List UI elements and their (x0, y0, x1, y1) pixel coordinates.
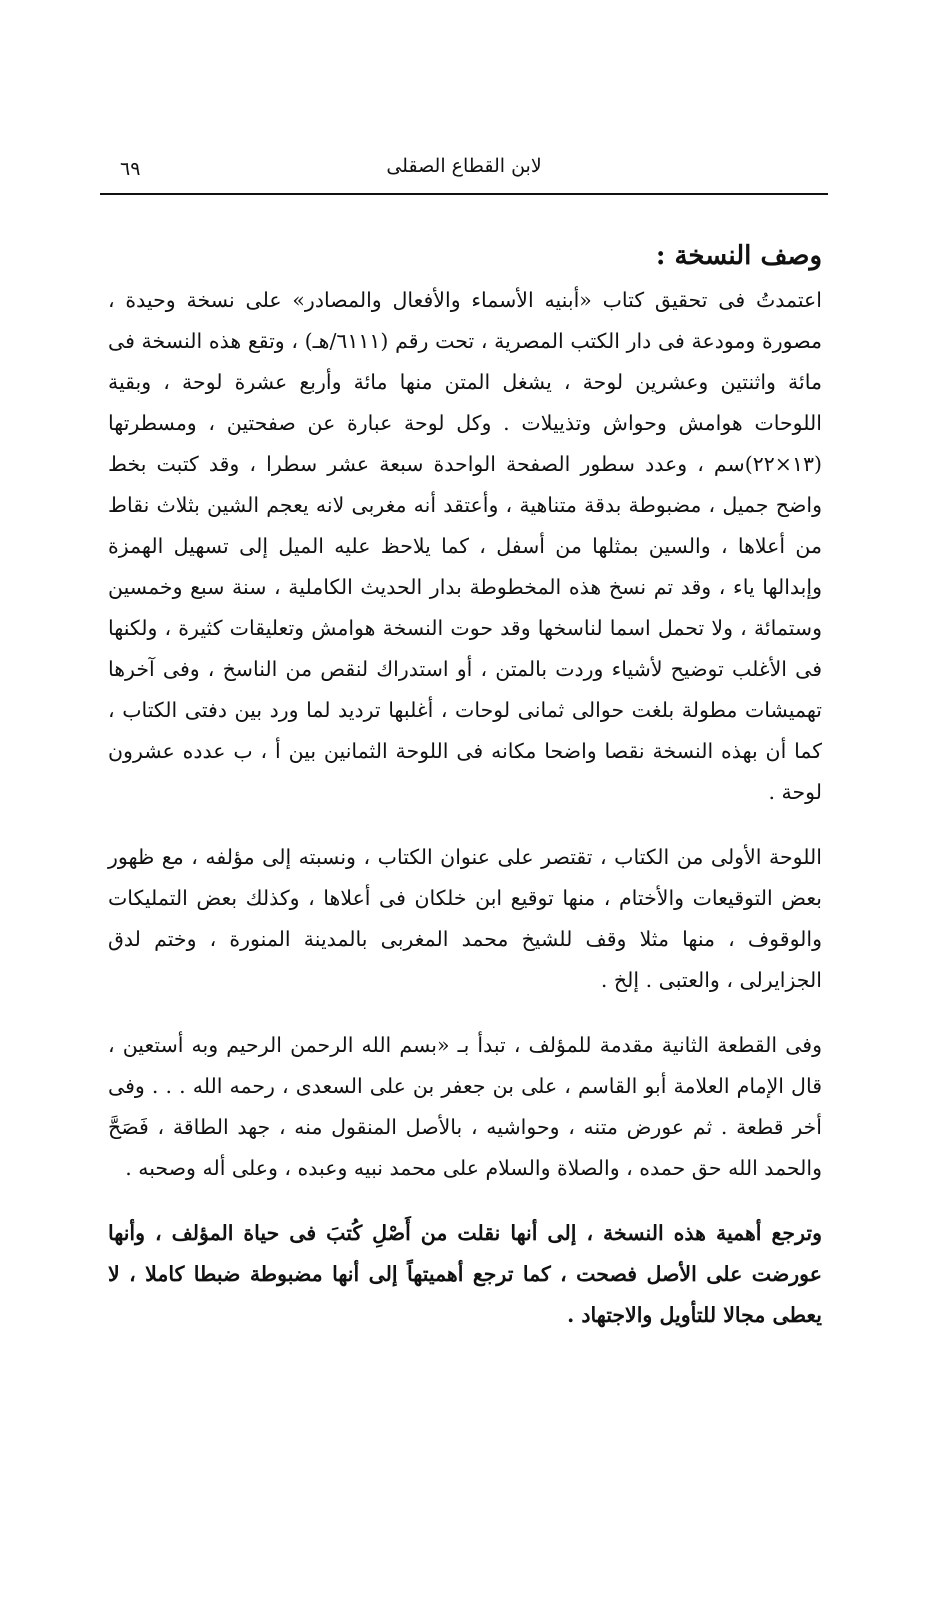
paragraph-introduction (108, 1025, 822, 1189)
paragraph-importance (108, 1213, 822, 1336)
paragraph-text: اللوحة الأولى من الكتاب ، تقتصر على عنوان الكتاب ، ونسبته إلى مؤلفه ، مع ظهور بعض التوقيعات والأختام ، منها توقيع ابن خلكان فى أعلاها ، وكذلك بعض التمليكات والوقوف ، منها مثلا وقف للشيخ محمد المغربى بالمدينة المنورة ، وختم لدق الجزايرلى ، والعتبى . إلخ . (108, 845, 822, 992)
paragraph-description (108, 280, 822, 813)
paragraph-text: وفى القطعة الثانية مقدمة للمؤلف ، تبدأ بـ «بسم الله الرحمن الرحيم وبه أستعين ، قال الإمام العلامة أبو القاسم ، على بن جعفر بن على السعدى ، رحمه الله . . . وفى أخر قطعة . ثم عورض متنه ، وحواشيه ، بالأصل المنقول منه ، جهد الطاقة ، فَصَحَّ والحمد الله حق حمده ، والصلاة والسلام على محمد نبيه وعبده ، وعلى أله وصحبه . (108, 1033, 822, 1180)
page-number: ٦٩ (120, 158, 141, 180)
page-body (108, 236, 822, 1360)
paragraph-text: اعتمدتُ فى تحقيق كتاب «أبنيه الأسماء والأفعال والمصادر» على نسخة وحيدة ، مصورة ومودعة فى دار الكتب المصرية ، تحت رقم (٦١١١/هـ) ، وتقع هذه النسخة فى مائة واثنتين وعشرين لوحة ، يشغل المتن منها مائة وأربع عشرة لوحة ، وبقية اللوحات هوامش وحواش وتذييلات . وكل لوحة عبارة عن صفحتين ، ومسطرتها (١٣×٢٢)سم ، وعدد سطور الصفحة الواحدة سبعة عشر سطرا ، وقد كتبت بخط واضح جميل ، مضبوطة بدقة متناهية ، وأعتقد أنه مغربى لانه يعجم الشين بثلاث نقاط من أعلاها ، والسين بمثلها من أسفل ، كما يلاحظ عليه الميل إلى تسهيل الهمزة وإبدالها ياء ، وقد تم نسخ هذه المخطوطة بدار الحديث الكاملية ، سنة سبع وخمسين وستمائة ، ولا تحمل اسما لناسخها وقد حوت النسخة هوامش وتعليقات كثيرة ، ولكنها فى الأغلب توضيح لأشياء وردت بالمتن ، أو استدراك لنقص من الناسخ ، وفى آخرها تهميشات مطولة بلغت حوالى ثمانى لوحات ، أغلبها ترديد لما ورد بين دفتى الكتاب ، كما أن بهذه النسخة نقصا واضحا مكانه فى اللوحة الثمانين بين أ ، ب عدده عشرون لوحة . (108, 288, 822, 804)
header-title: لابن القطاع الصقلى (386, 155, 542, 177)
section-heading: وصف النسخة : (655, 241, 822, 271)
header-divider (100, 193, 828, 195)
paragraph-text: وترجع أهمية هذه النسخة ، إلى أنها نقلت من أَصْلِ كُتبَ فى حياة المؤلف ، وأنها عورضت على الأصل فصحت ، كما ترجع أهميتهاً إلى أنها مضبوطة ضبطا كاملا ، لا يعطى مجالا للتأويل والاجتهاد . (108, 1221, 822, 1327)
paragraph-first-folio (108, 837, 822, 1001)
running-header (100, 150, 828, 186)
